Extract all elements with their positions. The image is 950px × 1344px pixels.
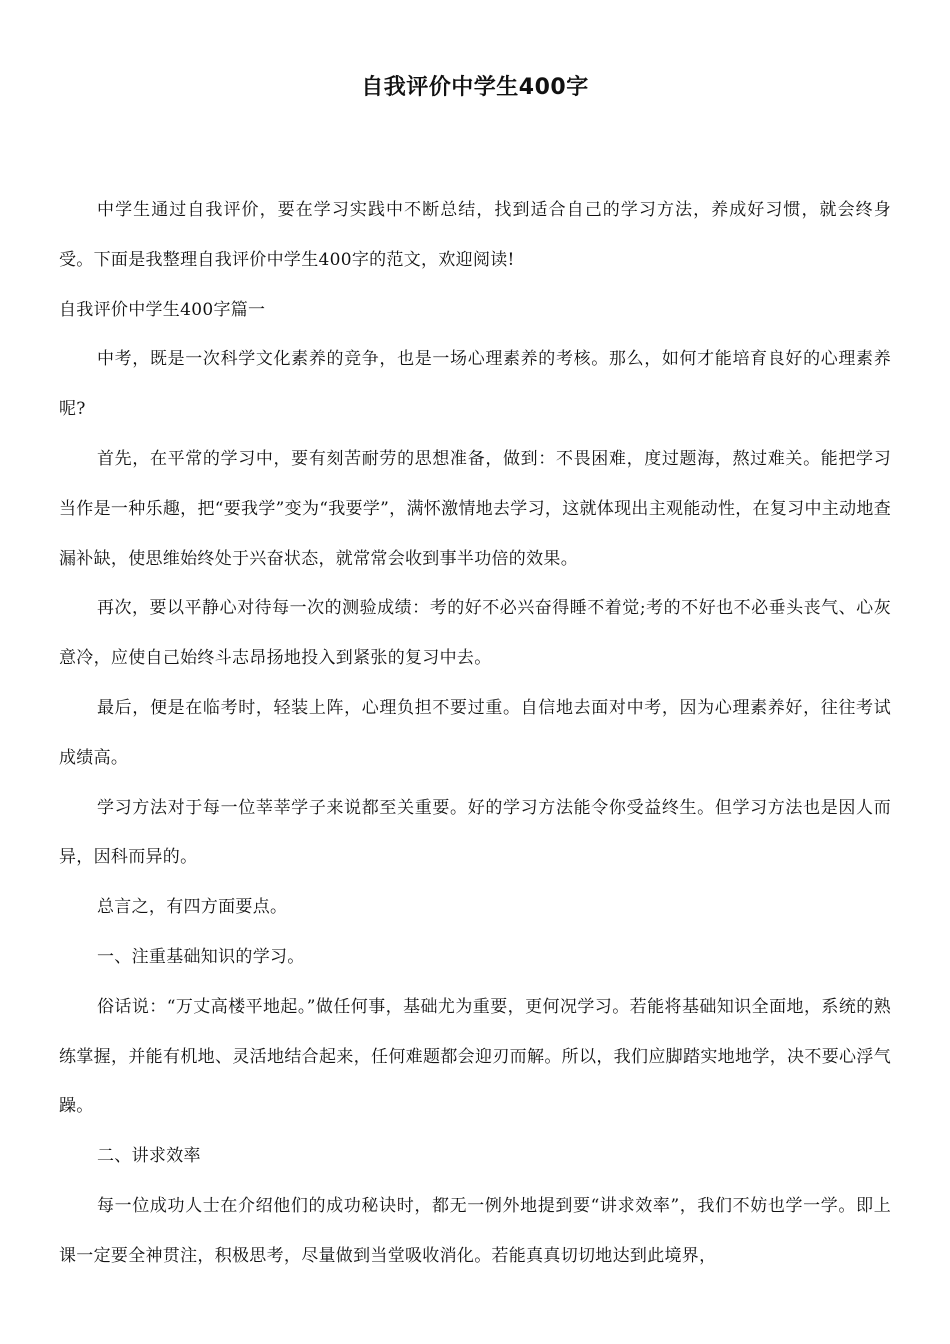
body-paragraph: 俗话说：“万丈高楼平地起。”做任何事，基础尤为重要，更何况学习。若能将基础知识全面地，系统的熟练掌握，并能有机地、灵活地结合起来，任何难题都会迎刃而解。所以，我们应脚踏实地地学，决不要心浮气躁。 <box>59 996 891 1117</box>
body-paragraph: 总言之，有四方面要点。 <box>97 897 288 918</box>
body-paragraph: 一、注重基础知识的学习。 <box>97 946 305 967</box>
document-title: 自我评价中学生400字 <box>361 75 589 100</box>
body-paragraph: 中学生通过自我评价，要在学习实践中不断总结，找到适合自己的学习方法，养成好习惯，就会终身受。下面是我整理自我评价中学生400字的范文，欢迎阅读! <box>59 200 891 270</box>
body-paragraph: 最后，便是在临考时，轻装上阵，心理负担不要过重。自信地去面对中考，因为心理素养好，往往考试成绩高。 <box>59 697 891 768</box>
document-body <box>59 186 891 1282</box>
body-paragraph: 每一位成功人士在介绍他们的成功秘诀时，都无一例外地提到要“讲求效率”，我们不妨也学一学。即上课一定要全神贯注，积极思考，尽量做到当堂吸收消化。若能真真切切地达到此境界， <box>59 1195 891 1266</box>
body-paragraph: 学习方法对于每一位莘莘学子来说都至关重要。好的学习方法能令你受益终生。但学习方法也是因人而异，因科而异的。 <box>59 797 891 868</box>
body-paragraph: 二、讲求效率 <box>97 1146 201 1167</box>
section-heading: 自我评价中学生400字篇一 <box>59 299 266 320</box>
body-paragraph: 中考，既是一次科学文化素养的竞争，也是一场心理素养的考核。那么，如何才能培育良好的心理素养呢? <box>59 349 891 420</box>
body-paragraph: 再次，要以平静心对待每一次的测验成绩：考的好不必兴奋得睡不着觉;考的不好也不必垂头丧气、心灰意冷，应使自己始终斗志昂扬地投入到紧张的复习中去。 <box>59 598 891 669</box>
body-paragraph: 首先，在平常的学习中，要有刻苦耐劳的思想准备，做到：不畏困难，度过题海，熬过难关。能把学习当作是一种乐趣，把“要我学”变为“我要学”，满怀激情地去学习，这就体现出主观能动性，在复习中主动地查漏补缺，使思维始终处于兴奋状态，就常常会收到事半功倍的效果。 <box>59 448 891 569</box>
